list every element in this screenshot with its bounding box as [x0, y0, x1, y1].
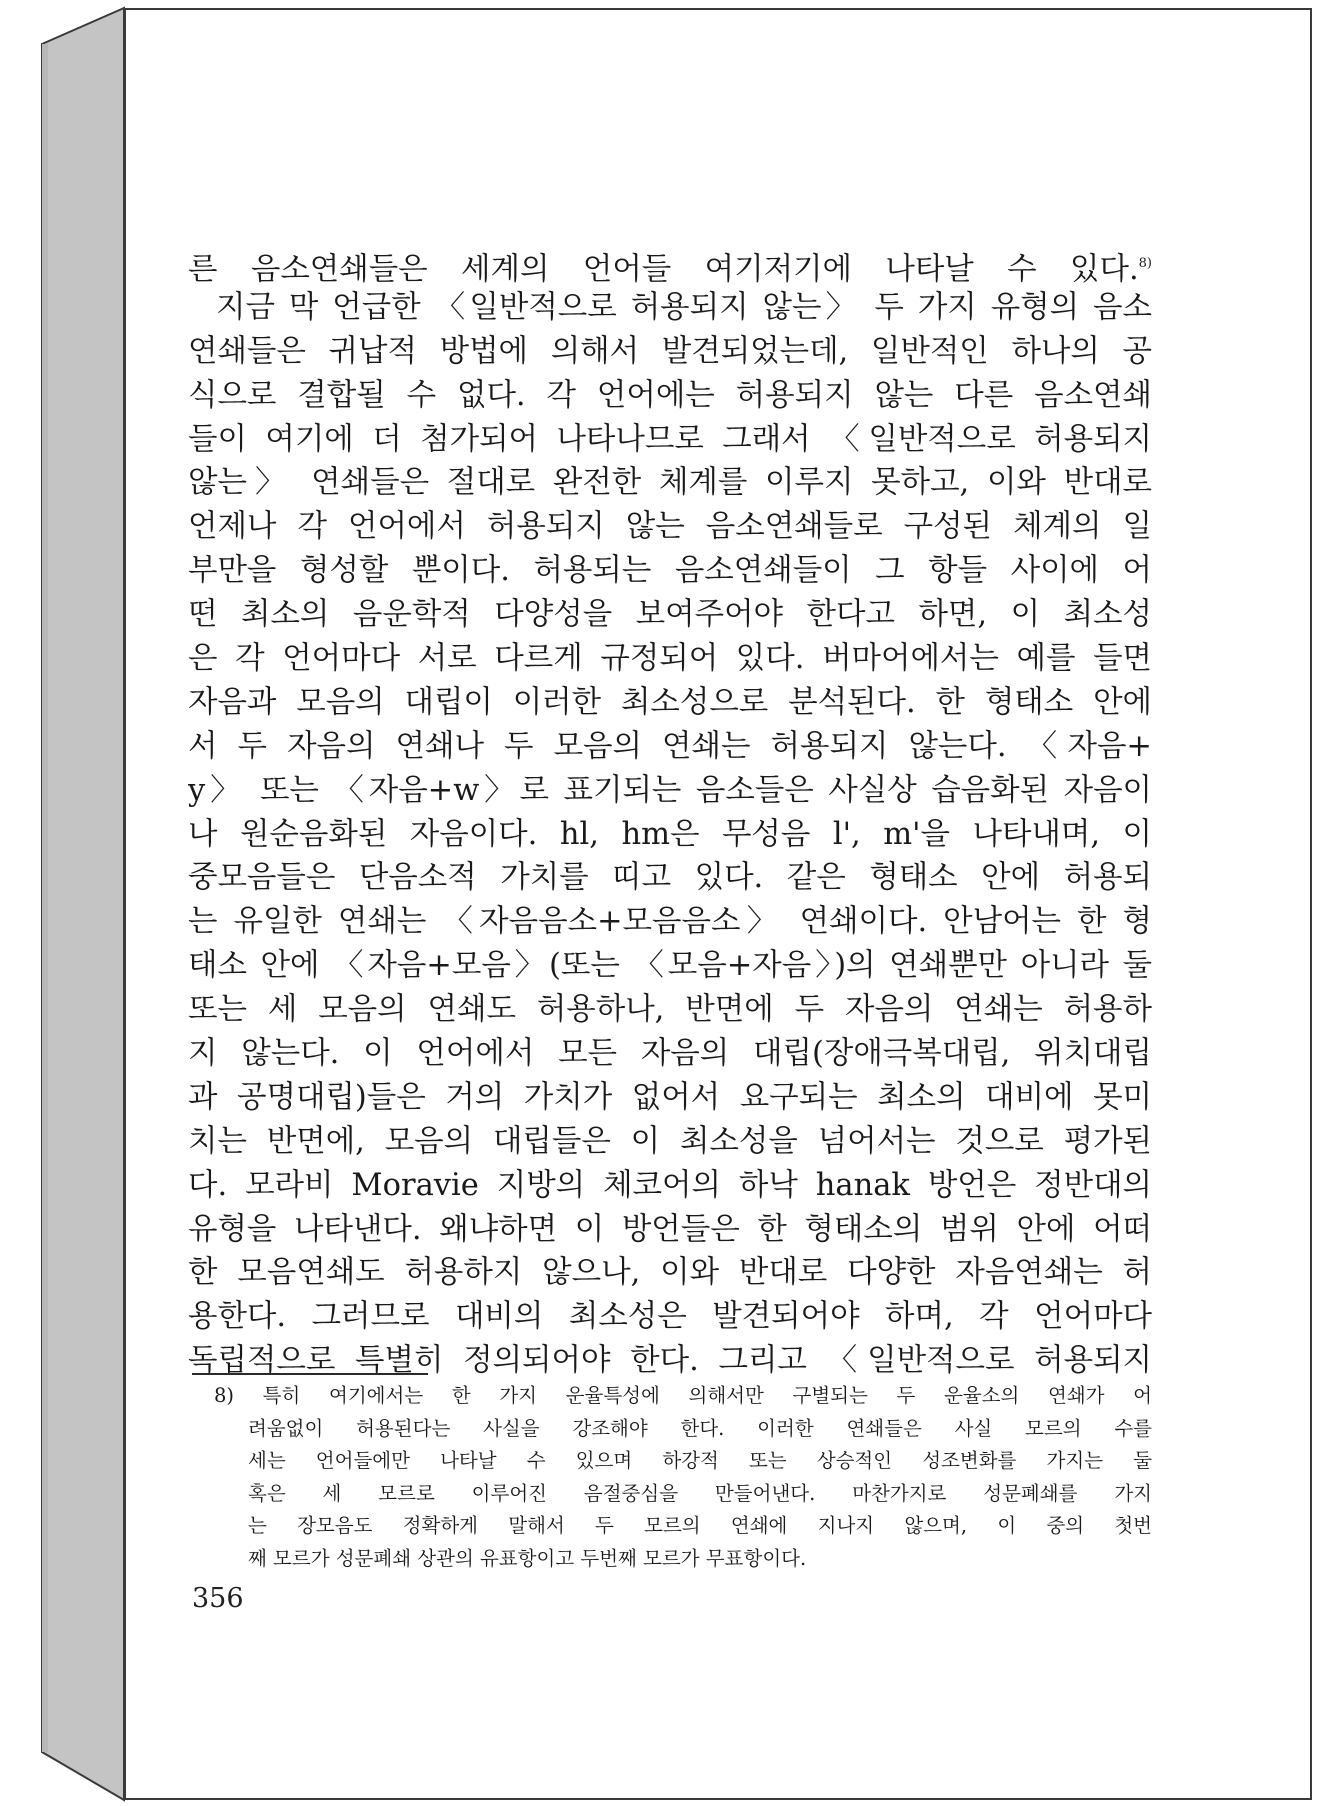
body-line: 독립적으로 특별히 정의되어야 한다. 그리고 〈일반적으로 허용되지	[188, 1343, 1152, 1379]
footnote-line: 째 모르가 성문폐쇄 상관의 유표항이고 두번째 모르가 무표항이다.	[248, 1546, 807, 1570]
body-line: 자음과 모음의 대립이 이러한 최소성으로 분석된다. 한 형태소 안에	[188, 684, 1152, 720]
body-line: 또는 세 모음의 연쇄도 허용하나, 반면에 두 자음의 연쇄는 허용하	[188, 992, 1152, 1028]
body-line: 않는〉 연쇄들은 절대로 완전한 체계를 이루지 못하고, 이와 반대로	[188, 465, 1152, 501]
body-line: 한 모음연쇄도 허용하지 않으나, 이와 반대로 다양한 자음연쇄는 허	[188, 1255, 1152, 1291]
footnote-reference: 8)	[1138, 256, 1152, 271]
body-line: 과 공명대립)들은 거의 가치가 없어서 요구되는 최소의 대비에 못미	[188, 1079, 1152, 1115]
body-line: y〉 또는 〈자음+w〉로 표기되는 음소들은 사실상 습음화된 자음이	[188, 772, 1152, 808]
body-line: 나 원순음화된 자음이다. hl, hm은 무성음 l', m'을 나타내며, 이	[188, 816, 1152, 852]
body-line: 은 각 언어마다 서로 다르게 규정되어 있다. 버마어에서는 예를 들면	[188, 641, 1152, 677]
body-line: 들이 여기에 더 첨가되어 나타나므로 그래서 〈일반적으로 허용되지	[188, 421, 1152, 457]
footnote-line: 세는 언어들에만 나타날 수 있으며 하강적 또는 상승적인 성조변화를 가지는 둘	[248, 1449, 1152, 1472]
body-line: 다. 모라비 Moravie 지방의 체코어의 하낙 hanak 방언은 정반대의	[188, 1167, 1152, 1203]
body-line: 서 두 자음의 연쇄나 두 모음의 연쇄는 허용되지 않는다. 〈자음+	[188, 728, 1152, 764]
body-line: 식으로 결합될 수 없다. 각 언어에는 허용되지 않는 다른 음소연쇄	[188, 377, 1152, 413]
body-line: 태소 안에 〈자음+모음〉(또는 〈모음+자음〉)의 연쇄뿐만 아니라 둘	[188, 948, 1152, 984]
footnote-line: 8) 특히 여기에서는 한 가지 운율특성에 의해서만 구별되는 두 운율소의 연쇄가 어	[214, 1384, 1152, 1407]
footnote-divider	[192, 1373, 428, 1375]
body-line: 용한다. 그러므로 대비의 최소성은 발견되어야 하며, 각 언어마다	[188, 1299, 1152, 1335]
footnote-line: 혹은 세 모르로 이루어진 음절중심을 만들어낸다. 마찬가지로 성문폐쇄를 가지	[248, 1481, 1152, 1505]
body-line: 연쇄들은 귀납적 방법에 의해서 발견되었는데, 일반적인 하나의 공	[188, 333, 1152, 369]
body-line: 중모음들은 단음소적 가치를 띠고 있다. 같은 형태소 안에 허용되	[188, 860, 1152, 896]
body-line: 지금 막 언급한 〈일반적으로 허용되지 않는〉 두 가지 유형의 음소	[216, 289, 1152, 325]
body-line: 떤 최소의 음운학적 다양성을 보여주어야 한다고 하면, 이 최소성	[188, 597, 1152, 633]
footnote-line: 려움없이 허용된다는 사실을 강조해야 한다. 이러한 연쇄들은 사실 모르의 수를	[248, 1416, 1152, 1440]
footnote-line: 는 장모음도 정확하게 말해서 두 모르의 연쇄에 지나지 않으며, 이 중의 첫번	[248, 1514, 1152, 1537]
body-line: 른 음소연쇄들은 세계의 언어들 여기저기에 나타날 수 있다.$^{8)}$	[188, 252, 1152, 286]
body-line: 는 유일한 연쇄는 〈자음음소+모음음소〉 연쇄이다. 안남어는 한 형	[188, 904, 1152, 940]
body-line: 치는 반면에, 모음의 대립들은 이 최소성을 넘어서는 것으로 평가된	[188, 1123, 1152, 1159]
body-line: 지 않는다. 이 언어에서 모든 자음의 대립(장애극복대립, 위치대립	[188, 1036, 1152, 1072]
body-line: 언제나 각 언어에서 허용되지 않는 음소연쇄들로 구성된 체계의 일	[188, 509, 1152, 545]
footnote	[214, 1380, 1152, 1575]
body-line: 부만을 형성할 뿐이다. 허용되는 음소연쇄들이 그 항들 사이에 어	[188, 553, 1152, 589]
page-number: 356	[192, 1583, 244, 1614]
body-line: 유형을 나타낸다. 왜냐하면 이 방언들은 한 형태소의 범위 안에 어떠	[188, 1211, 1152, 1247]
body-text	[188, 242, 1152, 1383]
